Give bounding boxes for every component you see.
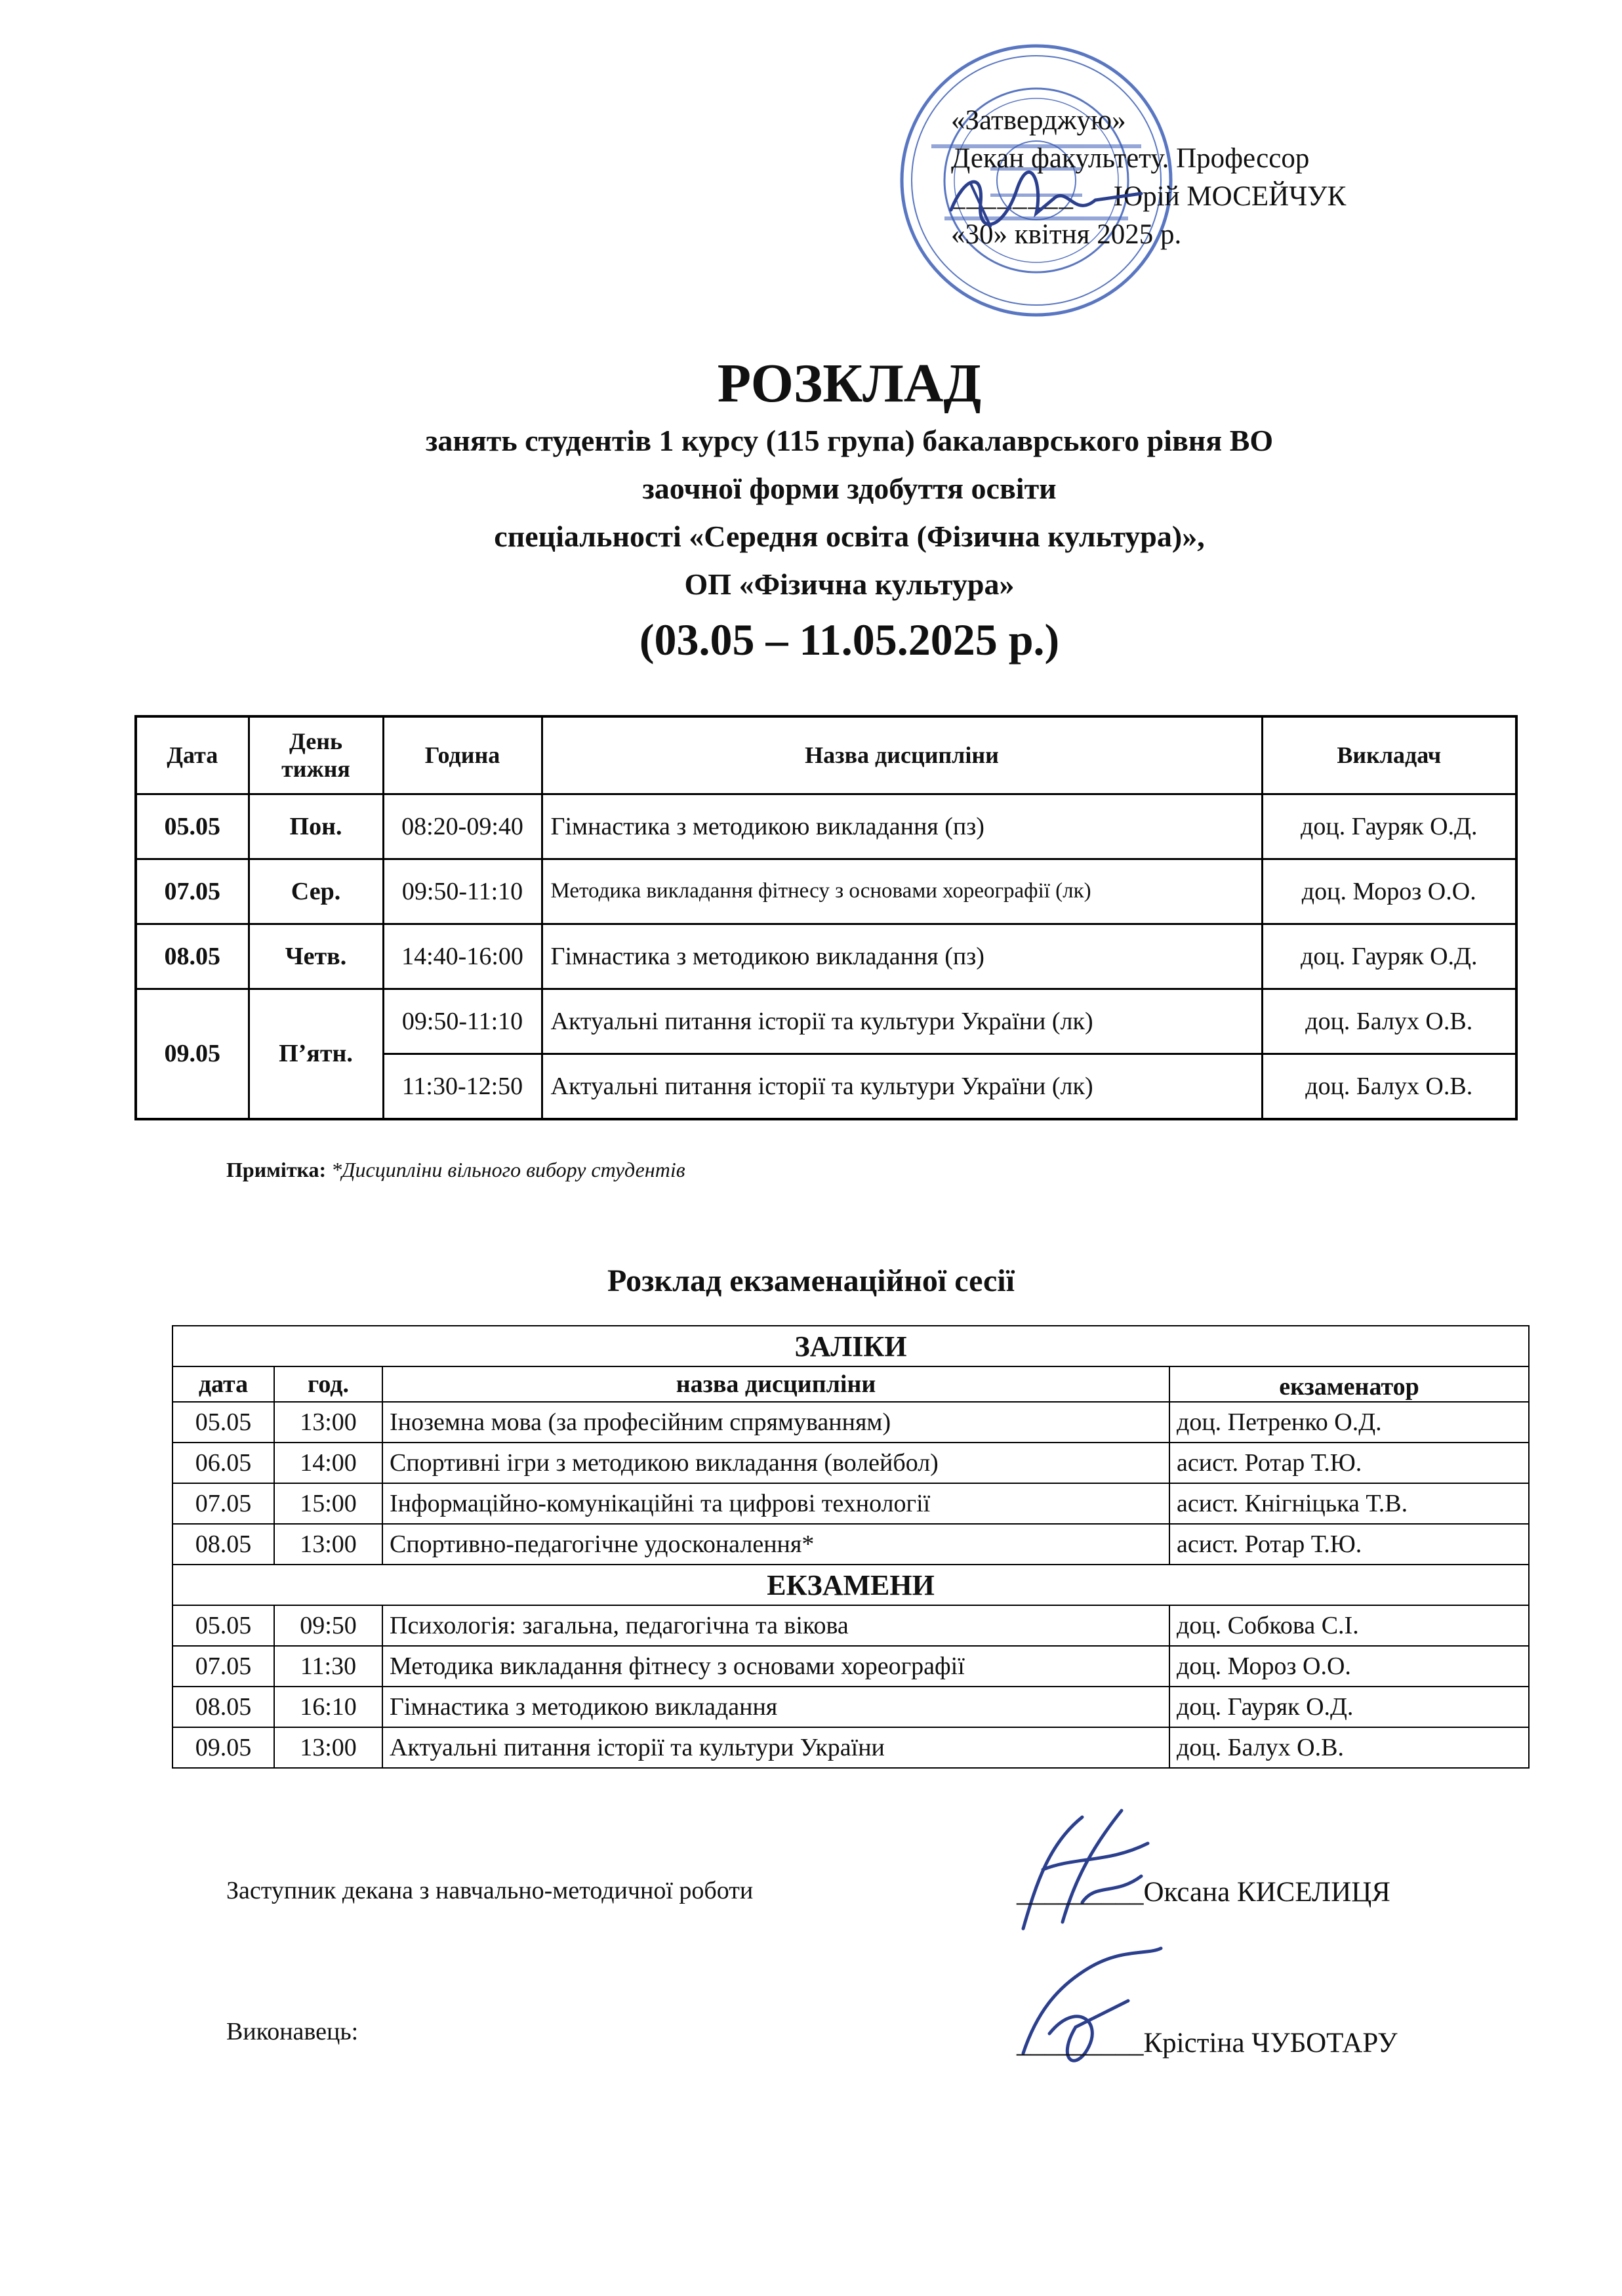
title-line-2: заочної форми здобуття освіти [642,472,1057,505]
table-row [172,1605,1529,1646]
exam-examiner: доц. Собкова С.І. [1169,1605,1529,1646]
approval-position: Декан факультету. Профессор [951,143,1310,174]
dean-signature [944,164,1148,236]
exam-subject: Гімнастика з методикою викладання [382,1687,1169,1727]
exam-hour: 13:00 [274,1727,382,1768]
table-row [136,924,1516,989]
title-block [0,351,1622,671]
exams-section-row [172,1565,1529,1605]
deputy-dean-role: Заступник декана з навчально-методичної роботи [226,1877,754,1904]
exam-date: 05.05 [172,1605,274,1646]
table-row [172,1727,1529,1768]
credit-hour: 13:00 [274,1524,382,1565]
row-time: 14:40-16:00 [383,924,542,989]
table-row [136,989,1516,1054]
row-subject: Гімнастика з методикою викладання (пз) [542,794,1262,859]
row-time: 08:20-09:40 [383,794,542,859]
credit-subject: Спортивно-педагогічне удосконалення* [382,1524,1169,1565]
credit-examiner: асист. Кнігніцька Т.В. [1169,1483,1529,1524]
title-line-4: ОП «Фізична культура» [684,567,1015,601]
title-line-1: занять студентів 1 курсу (115 група) бакалаврського рівня ВО [425,424,1274,457]
credit-examiner: асист. Ротар Т.Ю. [1169,1524,1529,1565]
table-row [172,1443,1529,1483]
approval-name: Юрій МОСЕЙЧУК [1114,181,1347,212]
exam-examiner: доц. Гауряк О.Д. [1169,1687,1529,1727]
exam-subject: Психологія: загальна, педагогічна та вікова [382,1605,1169,1646]
credit-examiner: асист. Ротар Т.Ю. [1169,1443,1529,1483]
exam-examiner: доц. Балух О.В. [1169,1727,1529,1768]
deputy-dean-signer [1017,1876,1390,1908]
credit-date: 07.05 [172,1483,274,1524]
row-subject: Актуальні питання історії та культури України (лк) [542,989,1262,1054]
footnote [226,1158,685,1182]
row-time: 11:30-12:50 [383,1054,542,1119]
credit-hour: 15:00 [274,1483,382,1524]
title-line-3: спеціальності «Середня освіта (Фізична культура)», [494,520,1205,553]
credit-examiner: доц. Петренко О.Д. [1169,1402,1529,1443]
table-row [172,1524,1529,1565]
row-subject: Гімнастика з методикою викладання (пз) [542,924,1262,989]
table-row [136,794,1516,859]
row-teacher: доц. Мороз О.О. [1262,859,1516,924]
exam-date: 08.05 [172,1687,274,1727]
row-time: 09:50-11:10 [383,989,542,1054]
row-day: П’ятн. [249,989,383,1119]
exam-table [172,1325,1530,1769]
table-row [172,1687,1529,1727]
performer-name: Крістіна ЧУБОТАРУ [1143,2028,1398,2059]
row-subject: Методика викладання фітнесу з основами хореографії (лк) [542,859,1262,924]
approval-heading: «Затверджую» [951,105,1126,136]
exam-header-row [172,1366,1529,1402]
footnote-text: *Дисципліни вільного вибору студентів [331,1158,685,1181]
credit-date: 08.05 [172,1524,274,1565]
header-day-line2: тижня [281,756,350,783]
exam-date: 09.05 [172,1727,274,1768]
deputy-dean-name: Оксана КИСЕЛИЦЯ [1143,1877,1390,1908]
row-time: 09:50-11:10 [383,859,542,924]
title-dates: (03.05 – 11.05.2025 р.) [639,615,1060,665]
approval-blank: ________ [951,181,1074,212]
performer-blank: _________ [1017,2028,1144,2059]
page-title: РОЗКЛАД [717,353,982,414]
credit-hour: 13:00 [274,1402,382,1443]
row-date: 09.05 [136,989,249,1119]
exams-section-title: ЕКЗАМЕНИ [172,1565,1529,1605]
row-teacher: доц. Гауряк О.Д. [1262,794,1516,859]
credit-subject: Іноземна мова (за професійним спрямуванням) [382,1402,1169,1443]
table-row [172,1402,1529,1443]
table-row [136,859,1516,924]
row-date: 05.05 [136,794,249,859]
header-date: Дата [136,716,249,794]
exam-header-date: дата [172,1366,274,1402]
exam-header-examiner: екзаменатор [1169,1366,1529,1402]
exam-subject: Методика викладання фітнесу з основами хореографії [382,1646,1169,1687]
row-day: Сер. [249,859,383,924]
deputy-blank: _________ [1017,1877,1144,1908]
credits-section-row [172,1326,1529,1366]
exam-examiner: доц. Мороз О.О. [1169,1646,1529,1687]
table-row [172,1646,1529,1687]
footnote-label: Примітка: [226,1158,327,1181]
exam-header-hour: год. [274,1366,382,1402]
credit-subject: Спортивні ігри з методикою викладання (волейбол) [382,1443,1169,1483]
header-subject: Назва дисципліни [542,716,1262,794]
exam-session-title: Розклад екзаменаційної сесії [607,1263,1015,1298]
credit-hour: 14:00 [274,1443,382,1483]
schedule-table [134,715,1518,1120]
row-subject: Актуальні питання історії та культури України (лк) [542,1054,1262,1119]
credit-date: 06.05 [172,1443,274,1483]
exam-hour: 11:30 [274,1646,382,1687]
exam-hour: 16:10 [274,1687,382,1727]
row-teacher: доц. Балух О.В. [1262,1054,1516,1119]
header-day [249,716,383,794]
credits-section-title: ЗАЛІКИ [172,1326,1529,1366]
row-date: 08.05 [136,924,249,989]
exam-hour: 09:50 [274,1605,382,1646]
performer-role: Виконавець: [226,2018,359,2045]
deputy-dean-signature [984,1804,1181,1935]
exam-header-subject: назва дисципліни [382,1366,1169,1402]
row-teacher: доц. Гауряк О.Д. [1262,924,1516,989]
row-teacher: доц. Балух О.В. [1262,989,1516,1054]
row-day: Пон. [249,794,383,859]
schedule-header-row [136,716,1516,794]
table-row [172,1483,1529,1524]
header-day-line1: День [289,728,342,755]
performer-signer [1017,2027,1398,2059]
header-teacher: Викладач [1262,716,1516,794]
row-day: Четв. [249,924,383,989]
credit-date: 05.05 [172,1402,274,1443]
approval-date: «30» квітня 2025 р. [951,219,1182,250]
exam-date: 07.05 [172,1646,274,1687]
header-time: Година [383,716,542,794]
exam-subject: Актуальні питання історії та культури України [382,1727,1169,1768]
credit-subject: Інформаційно-комунікаційні та цифрові технології [382,1483,1169,1524]
row-date: 07.05 [136,859,249,924]
